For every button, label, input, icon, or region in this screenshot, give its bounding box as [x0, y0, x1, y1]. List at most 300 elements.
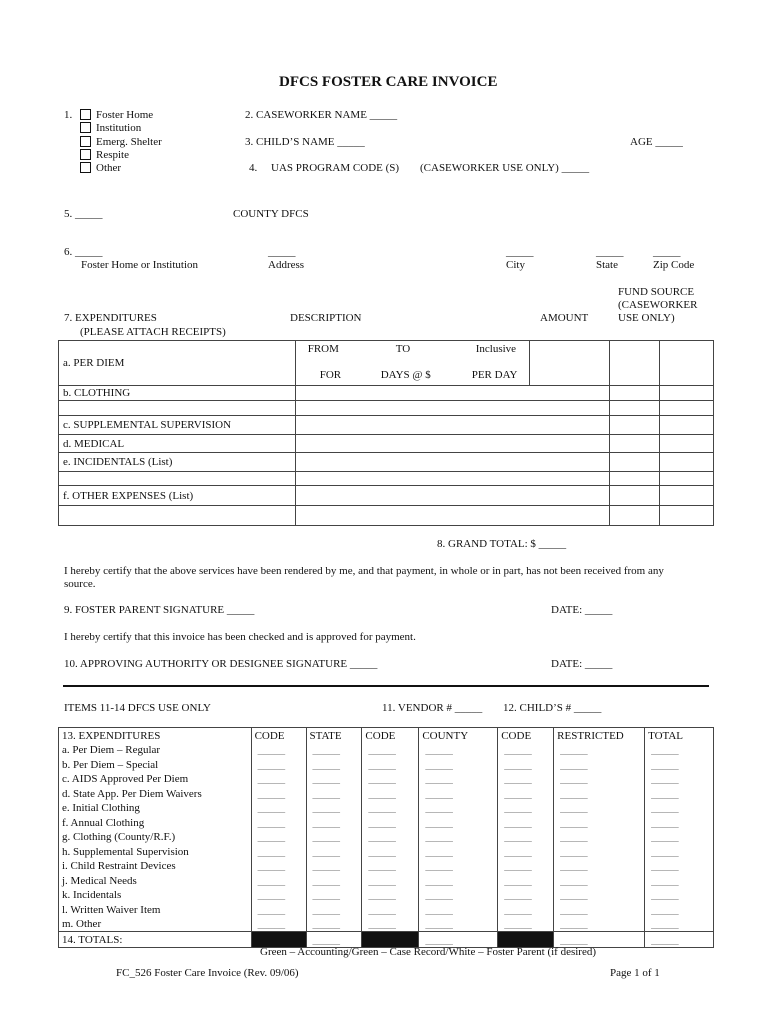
expenditure-label: a. Per Diem – Regular [59, 743, 252, 758]
county-number-field[interactable]: 5. _____ [64, 208, 103, 220]
blank-line: _____ [257, 744, 286, 756]
cell-code-1[interactable] [251, 917, 306, 932]
incidentals-extra-fund[interactable] [660, 472, 714, 486]
expenditure-label: b. Per Diem – Special [59, 757, 252, 772]
cell-restricted[interactable] [554, 757, 645, 772]
blank-line: _____ [425, 816, 453, 829]
cell-restricted[interactable] [554, 801, 645, 816]
blank-line: _____ [257, 874, 286, 887]
cell-restricted[interactable] [554, 844, 645, 859]
cell-code-1[interactable] [251, 772, 306, 787]
blank-line: _____ [504, 903, 532, 916]
blank-line: _____ [504, 816, 532, 829]
blank-line: _____ [560, 933, 588, 946]
expenditures-table [58, 340, 714, 526]
blank-line: _____ [651, 933, 679, 946]
blank-line: _____ [504, 918, 532, 930]
uas-program-code-label: UAS PROGRAM CODE (S) [271, 162, 400, 174]
clothing-extra-description[interactable] [295, 401, 609, 416]
per-diem-label: a. PER DIEM [59, 341, 296, 386]
item4-number: 4. [249, 162, 258, 174]
blank-line: _____ [368, 860, 396, 872]
per-diem-fund[interactable] [660, 341, 714, 386]
blank-line: _____ [651, 802, 679, 814]
col-header-total: TOTAL [645, 728, 714, 743]
blank-line: _____ [312, 860, 340, 872]
other-extra-amount[interactable] [610, 506, 660, 526]
cell-code-2[interactable] [362, 844, 419, 859]
blank-line: _____ [368, 831, 396, 843]
table-row [59, 902, 714, 917]
blank-line: _____ [257, 889, 286, 901]
cell-code-1[interactable] [251, 801, 306, 816]
blank-line: _____ [560, 758, 588, 771]
medical-label: d. MEDICAL [59, 435, 296, 453]
to-label: TO [395, 343, 411, 355]
cell-total[interactable] [645, 830, 714, 845]
cell-state[interactable] [306, 873, 362, 888]
blank-line: _____ [560, 773, 588, 785]
foster-parent-signature-field[interactable]: 9. FOSTER PARENT SIGNATURE _____ [64, 604, 255, 616]
blank-line: _____ [368, 802, 396, 814]
blank-line: _____ [504, 802, 532, 814]
state-field[interactable]: _____ [596, 246, 624, 258]
blank-line: _____ [312, 874, 340, 887]
city-field[interactable]: _____ [506, 246, 534, 258]
city-label: City [506, 259, 525, 271]
uas-program-code-field[interactable]: (CASEWORKER USE ONLY) _____ [420, 162, 590, 174]
blank-line: _____ [368, 744, 396, 756]
cell-state[interactable] [306, 772, 362, 787]
blocked-cell [498, 932, 554, 948]
blank-line: _____ [368, 889, 396, 901]
cell-total[interactable] [645, 873, 714, 888]
expenditure-label: e. Initial Clothing [59, 801, 252, 816]
other-expenses-fund[interactable] [660, 486, 714, 506]
dfcs-use-only-label: ITEMS 11-14 DFCS USE ONLY [64, 702, 212, 714]
expenditure-label: c. AIDS Approved Per Diem [59, 772, 252, 787]
blank-line: _____ [560, 744, 588, 756]
blank-line: _____ [368, 816, 396, 829]
clothing-extra-fund[interactable] [660, 401, 714, 416]
blank-line: _____ [651, 918, 679, 930]
blank-line: _____ [257, 787, 286, 800]
blank-line: _____ [560, 845, 588, 858]
blank-line: _____ [651, 773, 679, 785]
cell-total[interactable] [645, 743, 714, 758]
blank-line: _____ [257, 758, 286, 771]
blank-line: _____ [560, 903, 588, 916]
cell-restricted[interactable] [554, 830, 645, 845]
certify-statement-1: I hereby certify that the above services have been rendered by me, and that payment, in whole or in part, has not been received from any [64, 565, 664, 577]
cell-code-3[interactable] [498, 786, 554, 801]
per-diem-description[interactable] [295, 341, 530, 386]
per-diem-amount[interactable] [610, 341, 660, 386]
cell-total[interactable] [645, 932, 714, 948]
cell-code-1[interactable] [251, 743, 306, 758]
table-row [59, 815, 714, 830]
foster-home-field[interactable]: 6. _____ [64, 246, 103, 258]
clothing-amount[interactable] [610, 386, 660, 401]
other-expenses-amount[interactable] [610, 486, 660, 506]
incidentals-extra-description[interactable] [295, 472, 609, 486]
table-row [59, 888, 714, 903]
cell-restricted[interactable] [554, 772, 645, 787]
cell-county[interactable] [419, 859, 498, 874]
zip-label: Zip Code [653, 259, 695, 271]
cell-code-2[interactable] [362, 902, 419, 917]
cell-total[interactable] [645, 815, 714, 830]
blank-line: _____ [312, 773, 340, 785]
blank-line: _____ [312, 903, 340, 916]
blank-line: _____ [312, 816, 340, 829]
medical-fund[interactable] [660, 435, 714, 453]
cell-total[interactable] [645, 859, 714, 874]
cell-code-3[interactable] [498, 743, 554, 758]
cell-code-2[interactable] [362, 786, 419, 801]
blank-line: _____ [504, 860, 532, 872]
blank-line: _____ [425, 773, 453, 785]
blank-line: _____ [560, 816, 588, 829]
option-other: Other [96, 162, 122, 174]
child-number-field[interactable]: 12. CHILD’S # _____ [503, 702, 602, 714]
cell-code-2[interactable] [362, 888, 419, 903]
blank-line: _____ [504, 874, 532, 887]
cell-state[interactable] [306, 815, 362, 830]
blank-line: _____ [368, 787, 396, 800]
cell-code-1[interactable] [251, 888, 306, 903]
blank-line: _____ [651, 744, 679, 756]
blank-line: _____ [425, 758, 453, 771]
cell-county[interactable] [419, 772, 498, 787]
cell-code-3[interactable] [498, 902, 554, 917]
other-expenses-description[interactable] [295, 486, 609, 506]
per-day-label: PER DAY [471, 369, 518, 381]
blank-line: _____ [651, 903, 679, 916]
fund-source-label-2: (CASEWORKER [618, 299, 698, 311]
cell-total[interactable] [645, 844, 714, 859]
cell-code-3[interactable] [498, 859, 554, 874]
foster-home-label: Foster Home or Institution [81, 259, 199, 271]
cell-restricted[interactable] [554, 917, 645, 932]
option-foster-home: Foster Home [96, 109, 154, 121]
blank-line: _____ [560, 874, 588, 887]
table-row [59, 801, 714, 816]
expenditure-label: m. Other [59, 917, 252, 932]
blank-line: _____ [368, 758, 396, 771]
cell-county[interactable] [419, 757, 498, 772]
cell-county[interactable] [419, 786, 498, 801]
expenditure-label: 14. TOTALS: [59, 932, 252, 948]
other-extra-fund[interactable] [660, 506, 714, 526]
cell-state[interactable] [306, 786, 362, 801]
blank-line: _____ [257, 831, 286, 843]
cell-total[interactable] [645, 801, 714, 816]
blank-line: _____ [651, 845, 679, 858]
per-diem-description-2[interactable] [530, 341, 610, 386]
option-emerg-shelter: Emerg. Shelter [96, 136, 162, 148]
blocked-cell [362, 932, 419, 948]
cell-county[interactable] [419, 917, 498, 932]
blank-line: _____ [425, 918, 453, 930]
cell-code-2[interactable] [362, 815, 419, 830]
cell-state[interactable] [306, 859, 362, 874]
checkbox-emerg-shelter[interactable] [80, 136, 91, 147]
blank-line: _____ [312, 802, 340, 814]
table-row [59, 830, 714, 845]
blank-line: _____ [651, 787, 679, 800]
cell-code-2[interactable] [362, 743, 419, 758]
table-row [59, 917, 714, 932]
blank-line: _____ [560, 787, 588, 800]
description-label: DESCRIPTION [290, 312, 362, 324]
blank-line: _____ [560, 889, 588, 901]
cell-code-3[interactable] [498, 873, 554, 888]
table-row [59, 743, 714, 758]
blank-line: _____ [560, 831, 588, 843]
cell-restricted[interactable] [554, 815, 645, 830]
cell-restricted[interactable] [554, 743, 645, 758]
blank-line: _____ [425, 933, 453, 946]
cell-county[interactable] [419, 801, 498, 816]
cell-county[interactable] [419, 844, 498, 859]
approving-authority-signature-field[interactable]: 10. APPROVING AUTHORITY OR DESIGNEE SIGNATURE _____ [64, 658, 378, 670]
cell-code-3[interactable] [498, 917, 554, 932]
cell-total[interactable] [645, 902, 714, 917]
cell-county[interactable] [419, 830, 498, 845]
cell-code-1[interactable] [251, 902, 306, 917]
cell-total[interactable] [645, 772, 714, 787]
cell-state[interactable] [306, 917, 362, 932]
blank-line: _____ [425, 860, 453, 872]
amount-label: AMOUNT [540, 312, 589, 324]
cell-county[interactable] [419, 888, 498, 903]
caseworker-name-field[interactable]: 2. CASEWORKER NAME _____ [245, 109, 398, 121]
cell-county[interactable] [419, 743, 498, 758]
blank-line: _____ [257, 802, 286, 814]
cell-code-3[interactable] [498, 888, 554, 903]
state-label: State [596, 259, 618, 271]
cell-county[interactable] [419, 815, 498, 830]
table-row [59, 772, 714, 787]
zip-field[interactable]: _____ [653, 246, 681, 258]
checkbox-institution[interactable] [80, 122, 91, 133]
table-row [59, 786, 714, 801]
blank-line: _____ [425, 787, 453, 800]
attach-receipts-label: (PLEASE ATTACH RECEIPTS) [80, 326, 226, 338]
blank-line: _____ [312, 744, 340, 756]
cell-code-1[interactable] [251, 873, 306, 888]
address-label: Address [268, 259, 305, 271]
blank-line: _____ [560, 860, 588, 872]
blank-line: _____ [312, 918, 340, 930]
blank-line: _____ [651, 889, 679, 901]
cell-county[interactable] [419, 932, 498, 948]
cell-code-3[interactable] [498, 844, 554, 859]
cell-code-1[interactable] [251, 830, 306, 845]
cell-code-3[interactable] [498, 815, 554, 830]
cell-total[interactable] [645, 917, 714, 932]
distribution-note: Green – Accounting/Green – Case Record/White – Foster Parent (if desired) [260, 946, 597, 958]
cell-code-2[interactable] [362, 830, 419, 845]
form-number: FC_526 Foster Care Invoice (Rev. 09/06) [116, 967, 299, 979]
cell-state[interactable] [306, 743, 362, 758]
cell-code-2[interactable] [362, 873, 419, 888]
cell-restricted[interactable] [554, 902, 645, 917]
medical-description[interactable] [295, 435, 609, 453]
checkbox-other[interactable] [80, 162, 91, 173]
cell-code-1[interactable] [251, 786, 306, 801]
inclusive-label: Inclusive [475, 343, 517, 355]
blank-line: _____ [504, 744, 532, 756]
fund-source-label: FUND SOURCE [618, 286, 695, 298]
vendor-number-field[interactable]: 11. VENDOR # _____ [382, 702, 483, 714]
blank-line: _____ [504, 758, 532, 771]
blank-line: _____ [425, 903, 453, 916]
cell-restricted[interactable] [554, 873, 645, 888]
blank-line: _____ [312, 758, 340, 771]
incidentals-fund[interactable] [660, 453, 714, 472]
supplemental-amount[interactable] [610, 416, 660, 435]
blank-line: _____ [312, 933, 340, 946]
certify-statement-1b: source. [64, 578, 96, 590]
cell-code-3[interactable] [498, 757, 554, 772]
incidentals-description[interactable] [295, 453, 609, 472]
blank-line: _____ [257, 860, 286, 872]
clothing-extra-amount[interactable] [610, 401, 660, 416]
option-institution: Institution [96, 122, 142, 134]
cell-code-2[interactable] [362, 859, 419, 874]
other-extra-description[interactable] [295, 506, 609, 526]
table-row [59, 873, 714, 888]
cell-restricted[interactable] [554, 859, 645, 874]
cell-code-1[interactable] [251, 815, 306, 830]
blank-line: _____ [368, 918, 396, 930]
cell-code-2[interactable] [362, 757, 419, 772]
section-divider [63, 685, 709, 687]
medical-amount[interactable] [610, 435, 660, 453]
grand-total-field[interactable]: 8. GRAND TOTAL: $ _____ [437, 538, 567, 550]
expenditures-label: 7. EXPENDITURES [64, 312, 157, 324]
blank-line: _____ [425, 845, 453, 858]
checkbox-respite[interactable] [80, 149, 91, 160]
other-expenses-label: f. OTHER EXPENSES (List) [59, 486, 296, 506]
date-10-field[interactable]: DATE: _____ [551, 658, 613, 670]
cell-total[interactable] [645, 786, 714, 801]
cell-state[interactable] [306, 888, 362, 903]
cell-code-3[interactable] [498, 772, 554, 787]
cell-restricted[interactable] [554, 786, 645, 801]
blank-line: _____ [257, 816, 286, 829]
cell-state[interactable] [306, 844, 362, 859]
cell-county[interactable] [419, 873, 498, 888]
date-9-field[interactable]: DATE: _____ [551, 604, 613, 616]
cell-code-2[interactable] [362, 772, 419, 787]
supplemental-fund[interactable] [660, 416, 714, 435]
col-header-code-2: CODE [362, 728, 419, 743]
expenditure-label: h. Supplemental Supervision [59, 844, 252, 859]
other-extra-row [59, 506, 296, 526]
expenditure-label: i. Child Restraint Devices [59, 859, 252, 874]
age-field[interactable]: AGE _____ [630, 136, 683, 148]
cell-state[interactable] [306, 757, 362, 772]
col-header-expenditures: 13. EXPENDITURES [59, 728, 252, 743]
blocked-cell [251, 932, 306, 948]
address-field[interactable]: _____ [268, 246, 296, 258]
blank-line: _____ [425, 889, 453, 901]
cell-total[interactable] [645, 888, 714, 903]
blank-line: _____ [368, 845, 396, 858]
clothing-extra-row [59, 401, 296, 416]
blank-line: _____ [425, 874, 453, 887]
col-header-county: COUNTY [419, 728, 498, 743]
blank-line: _____ [312, 845, 340, 858]
expenditure-label: d. State App. Per Diem Waivers [59, 786, 252, 801]
expenditure-label: g. Clothing (County/R.F.) [59, 830, 252, 845]
expenditure-label: j. Medical Needs [59, 873, 252, 888]
blank-line: _____ [425, 744, 453, 756]
page-number: Page 1 of 1 [610, 967, 660, 979]
blank-line: _____ [504, 889, 532, 901]
blank-line: _____ [368, 874, 396, 887]
cell-code-3[interactable] [498, 801, 554, 816]
cell-state[interactable] [306, 801, 362, 816]
clothing-description[interactable] [295, 386, 609, 401]
cell-state[interactable] [306, 902, 362, 917]
fund-source-label-3: USE ONLY) [618, 312, 675, 324]
days-label: DAYS @ $ [380, 369, 431, 381]
blank-line: _____ [312, 787, 340, 800]
cell-code-1[interactable] [251, 757, 306, 772]
supplemental-description[interactable] [295, 416, 609, 435]
blank-line: _____ [560, 918, 588, 930]
expenditure-label: k. Incidentals [59, 888, 252, 903]
cell-restricted[interactable] [554, 932, 645, 948]
for-label: FOR [319, 369, 342, 381]
blank-line: _____ [651, 860, 679, 872]
expenditure-label: f. Annual Clothing [59, 815, 252, 830]
cell-state[interactable] [306, 932, 362, 948]
checkbox-foster-home[interactable] [80, 109, 91, 120]
table-row [59, 757, 714, 772]
col-header-code-3: CODE [498, 728, 554, 743]
cell-state[interactable] [306, 830, 362, 845]
cell-code-1[interactable] [251, 844, 306, 859]
incidentals-extra-amount[interactable] [610, 472, 660, 486]
child-name-field[interactable]: 3. CHILD’S NAME _____ [245, 136, 365, 148]
cell-county[interactable] [419, 902, 498, 917]
table-row [59, 932, 714, 948]
blank-line: _____ [504, 787, 532, 800]
incidentals-amount[interactable] [610, 453, 660, 472]
certify-statement-2: I hereby certify that this invoice has been checked and is approved for payment. [64, 631, 416, 643]
cell-total[interactable] [645, 757, 714, 772]
blank-line: _____ [368, 773, 396, 785]
col-header-state: STATE [306, 728, 362, 743]
option-respite: Respite [96, 149, 129, 161]
cell-code-2[interactable] [362, 801, 419, 816]
blank-line: _____ [425, 802, 453, 814]
cell-code-2[interactable] [362, 917, 419, 932]
cell-code-1[interactable] [251, 859, 306, 874]
cell-restricted[interactable] [554, 888, 645, 903]
from-label: FROM [307, 343, 339, 355]
blank-line: _____ [257, 845, 286, 858]
expenditure-label: l. Written Waiver Item [59, 902, 252, 917]
cell-code-3[interactable] [498, 830, 554, 845]
blank-line: _____ [504, 831, 532, 843]
clothing-fund[interactable] [660, 386, 714, 401]
